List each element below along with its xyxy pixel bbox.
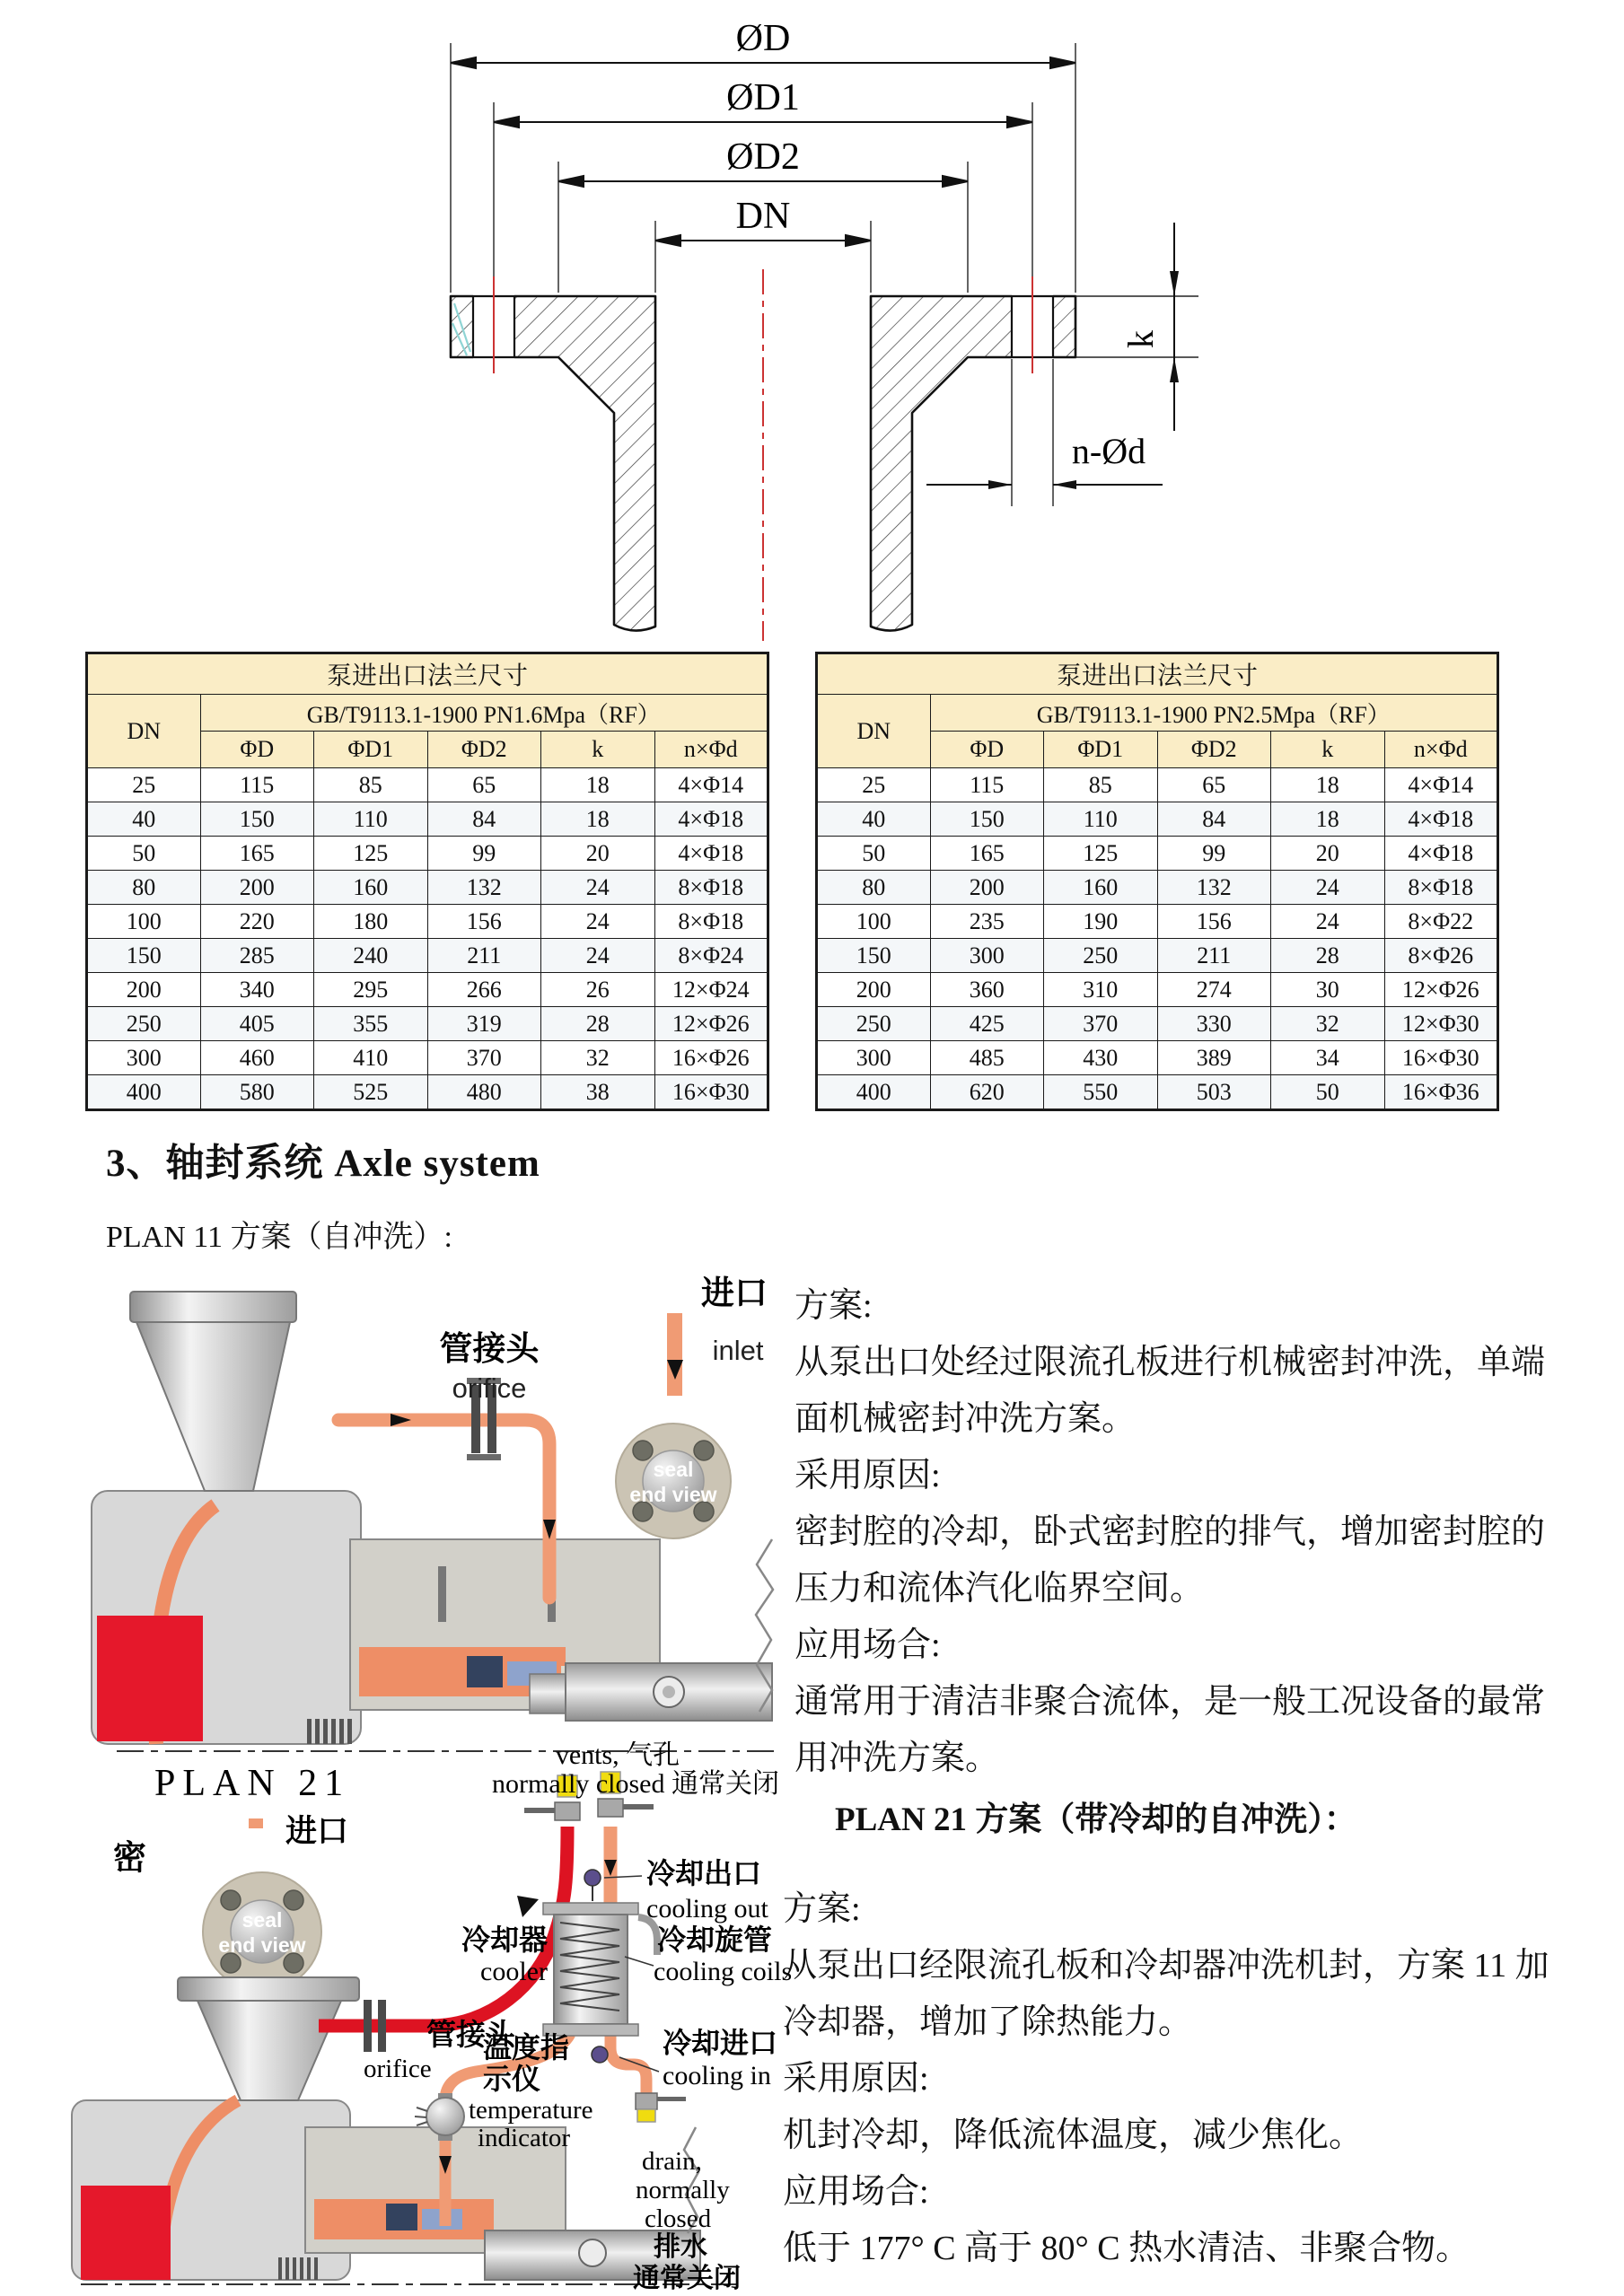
- text-line: 从泵出口处经过限流孔板进行机械密封冲洗，单端: [794, 1344, 1546, 1381]
- text-line: 方案:: [794, 1287, 873, 1325]
- table-cell: 80: [817, 871, 931, 905]
- table-cell: 28: [1271, 939, 1385, 973]
- plan21-description: [783, 1881, 1618, 2277]
- suction-flange: [130, 1292, 296, 1322]
- drain-label-1: drain,: [642, 2147, 702, 2176]
- table-row: [817, 905, 1498, 939]
- table-title-row: [87, 653, 768, 695]
- table-cell: 99: [427, 837, 541, 871]
- table-cell: 240: [314, 939, 428, 973]
- table-row: [817, 973, 1498, 1007]
- table-cell: 84: [1157, 802, 1271, 837]
- cooling-in-label-en: cooling in: [663, 2061, 771, 2090]
- dim-label-k: k: [1120, 330, 1161, 348]
- table-cell: 85: [1044, 768, 1158, 802]
- table-cell: k: [541, 732, 655, 768]
- pump-red-cavity: [81, 2186, 171, 2280]
- drain-label-cn1: 排水: [654, 2232, 707, 2262]
- inlet-legend-swatch: [249, 1818, 263, 1828]
- table-cell: 24: [1271, 905, 1385, 939]
- table-cell: 16×Φ30: [1384, 1041, 1498, 1075]
- dim-label-od2: ØD2: [726, 136, 800, 178]
- table-cell: 355: [314, 1007, 428, 1041]
- flange-table-pn16-container: [85, 652, 769, 1111]
- table-cell: 150: [200, 802, 314, 837]
- table-cell: 150: [87, 939, 201, 973]
- valve-handle: [524, 1808, 555, 1813]
- table-cell: 300: [87, 1041, 201, 1075]
- table-cell: n×Φd: [1384, 732, 1498, 768]
- table-cell: 8×Φ18: [654, 905, 768, 939]
- table-cell: 165: [930, 837, 1044, 871]
- table-cell: 220: [200, 905, 314, 939]
- table-cell: 400: [87, 1075, 201, 1110]
- svg-text:end view: end view: [629, 1483, 717, 1506]
- plan21-figure: [54, 1741, 799, 2296]
- table-row: [87, 802, 768, 837]
- table-row: [87, 905, 768, 939]
- temp-label-cn2: 示仪: [483, 2063, 541, 2095]
- seal-partial-label: 密: [113, 1839, 146, 1876]
- table-cell: 211: [427, 939, 541, 973]
- table-cell: 266: [427, 973, 541, 1007]
- text-line: 面机械密封冲洗方案。: [794, 1400, 1137, 1438]
- table-cell: 50: [817, 837, 931, 871]
- table-cell: GB/T9113.1-1900 PN1.6Mpa（RF）: [200, 695, 768, 732]
- cooler-label-en: cooler: [480, 1957, 548, 1986]
- table-cell: 32: [1271, 1007, 1385, 1041]
- table-cell: 26: [541, 973, 655, 1007]
- table-cell: 16×Φ26: [654, 1041, 768, 1075]
- table-cell: 80: [87, 871, 201, 905]
- table-cell: 340: [200, 973, 314, 1007]
- table-cell: 28: [541, 1007, 655, 1041]
- table-cell: 12×Φ30: [1384, 1007, 1498, 1041]
- svg-text:normally closed 通常关闭: normally closed 通常关闭: [492, 1769, 779, 1799]
- table-cell: 319: [427, 1007, 541, 1041]
- text-line: 压力和流体汽化临界空间。: [794, 1570, 1205, 1608]
- table-cell: 425: [930, 1007, 1044, 1041]
- table-cell: 30: [1271, 973, 1385, 1007]
- seal-end-view: [616, 1424, 731, 1538]
- table-cell: 156: [427, 905, 541, 939]
- table-cell: 18: [1271, 768, 1385, 802]
- table-cell: 200: [817, 973, 931, 1007]
- orifice-label-cn: 管接头: [426, 2020, 515, 2052]
- seal-end-view: [203, 1872, 321, 1991]
- table-cell: 580: [200, 1075, 314, 1110]
- table-cell: 160: [314, 871, 428, 905]
- text-line: 应用场合:: [794, 1626, 941, 1664]
- table-cell: 125: [1044, 837, 1158, 871]
- table-cell: 430: [1044, 1041, 1158, 1075]
- temp-label-en2: indicator: [478, 2124, 571, 2152]
- table-cell: 50: [87, 837, 201, 871]
- cooling-in-label-cn: 冷却进口: [663, 2027, 778, 2059]
- n-od-dimension: [926, 359, 1163, 506]
- table-cell: 115: [200, 768, 314, 802]
- table-cell: 150: [930, 802, 1044, 837]
- table-cell: 156: [1157, 905, 1271, 939]
- text-line: 机封冷却，降低流体温度，减少焦化。: [783, 2116, 1364, 2154]
- table-cell: 18: [541, 768, 655, 802]
- text-line: 采用原因:: [794, 1457, 941, 1494]
- text-line: 应用场合:: [783, 2173, 929, 2211]
- table-row: [87, 939, 768, 973]
- flange-dimension-table: [815, 652, 1499, 1111]
- table-cell: 12×Φ26: [1384, 973, 1498, 1007]
- table-cell: 24: [541, 871, 655, 905]
- table-row: [817, 939, 1498, 973]
- table-cell: 370: [427, 1041, 541, 1075]
- plan11-title: PLAN 11 方案（自冲洗）:: [106, 1221, 452, 1254]
- table-cell: 150: [817, 939, 931, 973]
- table-cell: 132: [427, 871, 541, 905]
- table-cell: 32: [541, 1041, 655, 1075]
- table-cell: 160: [1044, 871, 1158, 905]
- table-cell: 8×Φ18: [1384, 871, 1498, 905]
- table-cell: 125: [314, 837, 428, 871]
- flange-technical-drawing: [359, 7, 1311, 644]
- table-cell: 4×Φ18: [1384, 837, 1498, 871]
- temp-label-cn1: 温度指: [483, 2031, 570, 2064]
- svg-text:end view: end view: [218, 1933, 306, 1957]
- table-cell: 4×Φ18: [654, 837, 768, 871]
- inlet-legend-label: 进口: [285, 1814, 349, 1849]
- table-cell: 100: [817, 905, 931, 939]
- table-row: [87, 973, 768, 1007]
- drain-label-2: normally: [636, 2176, 730, 2204]
- section-heading: 3、轴封系统 Axle system: [106, 1143, 540, 1185]
- table-cell: 50: [1271, 1075, 1385, 1110]
- text-line: 方案:: [783, 1890, 861, 1928]
- table-cell: 200: [930, 871, 1044, 905]
- table-cell: 460: [200, 1041, 314, 1075]
- table-cell: 250: [1044, 939, 1158, 973]
- flange-table-pn25-container: [815, 652, 1499, 1111]
- table-cell: 285: [200, 939, 314, 973]
- table-row: [817, 1075, 1498, 1110]
- drain-label-cn2: 通常关闭: [633, 2264, 741, 2293]
- dim-label-od: ØD: [735, 18, 791, 59]
- table-cell: 8×Φ24: [654, 939, 768, 973]
- table-row: [87, 1075, 768, 1110]
- text-line: 采用原因:: [783, 2060, 929, 2098]
- dim-label-od1: ØD1: [726, 77, 800, 118]
- dim-label-dn: DN: [735, 196, 791, 237]
- table-row: [87, 837, 768, 871]
- table-cell: 503: [1157, 1075, 1271, 1110]
- coils-label-en: cooling coils: [654, 1957, 793, 1986]
- table-cell: 310: [1044, 973, 1158, 1007]
- table-cell: 525: [314, 1075, 428, 1110]
- cooling-in-valve: [592, 2046, 608, 2063]
- table-cell: 200: [200, 871, 314, 905]
- cooling-out-label-en: cooling out: [646, 1894, 768, 1924]
- table-cell: 12×Φ26: [654, 1007, 768, 1041]
- plan11-figure: [81, 1270, 799, 1759]
- table-cell: 180: [314, 905, 428, 939]
- table-cell: 18: [1271, 802, 1385, 837]
- temp-label-en1: temperature: [469, 2096, 593, 2125]
- table-cell: 25: [817, 768, 931, 802]
- table-cell: 370: [1044, 1007, 1158, 1041]
- table-cell: ΦD2: [427, 732, 541, 768]
- table-row: [817, 837, 1498, 871]
- plan21-heading: PLAN 21 方案（带冷却的自冲洗）：: [835, 1801, 1357, 1838]
- table-cell: 295: [314, 973, 428, 1007]
- table-cell: DN: [87, 695, 201, 768]
- cooling-out-label-cn: 冷却出口: [646, 1857, 762, 1889]
- table-cell: 65: [1157, 768, 1271, 802]
- table-cell: 85: [314, 768, 428, 802]
- table-cell: 24: [541, 939, 655, 973]
- k-dimension: [1075, 223, 1198, 431]
- pump-red-cavity: [97, 1616, 203, 1741]
- table-cell: 4×Φ14: [1384, 768, 1498, 802]
- inlet-label-en: inlet: [712, 1335, 764, 1366]
- table-cell: 20: [541, 837, 655, 871]
- suction-flange: [178, 1977, 359, 2001]
- table-cell: ΦD: [200, 732, 314, 768]
- table-cell: 485: [930, 1041, 1044, 1075]
- drain-valve: [636, 2093, 686, 2122]
- orifice-label-en: orifice: [364, 2055, 432, 2083]
- table-cell: ΦD2: [1157, 732, 1271, 768]
- table-cell: 泵进出口法兰尺寸: [817, 653, 1498, 695]
- table-row: [87, 1007, 768, 1041]
- table-cell: 40: [87, 802, 201, 837]
- table-cell: 190: [1044, 905, 1158, 939]
- table-cell: 34: [1271, 1041, 1385, 1075]
- seal-view-label: seal: [653, 1458, 694, 1481]
- table-row: [87, 871, 768, 905]
- table-cell: 25: [87, 768, 201, 802]
- table-cell: 40: [817, 802, 931, 837]
- vents-label: vents, 气孔: [555, 1741, 680, 1770]
- table-cell: k: [1271, 732, 1385, 768]
- text-line: 从泵出口经限流孔板和冷却器冲洗机封，方案 11 加: [783, 1947, 1549, 1985]
- table-cell: 250: [87, 1007, 201, 1041]
- table-cell: DN: [817, 695, 931, 768]
- table-cell: 300: [930, 939, 1044, 973]
- text-line: 密封腔的冷却，卧式密封腔的排气，增加密封腔的: [794, 1513, 1546, 1551]
- table-cell: 480: [427, 1075, 541, 1110]
- table-cell: n×Φd: [654, 732, 768, 768]
- table-cell: 84: [427, 802, 541, 837]
- table-cell: ΦD: [930, 732, 1044, 768]
- table-cell: 24: [1271, 871, 1385, 905]
- cooling-out-valve: [584, 1870, 601, 1886]
- table-cell: 16×Φ36: [1384, 1075, 1498, 1110]
- svg-text:seal: seal: [241, 1908, 283, 1932]
- coils-label-cn: 冷却旋管: [657, 1924, 773, 1956]
- flange-dimension-table: [85, 652, 769, 1111]
- table-cell: 8×Φ26: [1384, 939, 1498, 973]
- table-cell: 115: [930, 768, 1044, 802]
- table-cell: GB/T9113.1-1900 PN2.5Mpa（RF）: [930, 695, 1498, 732]
- table-cell: 65: [427, 768, 541, 802]
- text-line: 通常用于清洁非聚合流体，是一般工况设备的最常: [794, 1683, 1546, 1721]
- inlet-pipe: [667, 1313, 683, 1396]
- inlet-label-cn: 进口: [701, 1275, 768, 1311]
- table-cell: 389: [1157, 1041, 1271, 1075]
- orifice-label-cn: 管接头: [439, 1330, 540, 1367]
- table-cell: 18: [541, 802, 655, 837]
- table-cell: 211: [1157, 939, 1271, 973]
- table-cell: 410: [314, 1041, 428, 1075]
- table-title-row: [817, 653, 1498, 695]
- table-cell: 4×Φ14: [654, 768, 768, 802]
- table-cell: 16×Φ30: [654, 1075, 768, 1110]
- table-cell: ΦD1: [314, 732, 428, 768]
- table-cell: 274: [1157, 973, 1271, 1007]
- table-row: [817, 802, 1498, 837]
- table-row: [817, 1007, 1498, 1041]
- dim-label-n-od: n-Ød: [1071, 431, 1146, 471]
- table-cell: 泵进出口法兰尺寸: [87, 653, 768, 695]
- table-row: [817, 1041, 1498, 1075]
- bearing: [579, 2239, 606, 2266]
- cooler-label-cn: 冷却器: [461, 1924, 548, 1956]
- table-cell: 620: [930, 1075, 1044, 1110]
- valve-handle: [623, 1804, 654, 1810]
- table-cell: 200: [87, 973, 201, 1007]
- table-cell: 100: [87, 905, 201, 939]
- table-cell: 330: [1157, 1007, 1271, 1041]
- orifice-label-en: orifice: [452, 1372, 527, 1404]
- table-cell: 235: [930, 905, 1044, 939]
- table-cell: 250: [817, 1007, 931, 1041]
- plan11-description: [794, 1278, 1611, 1787]
- table-cell: 110: [1044, 802, 1158, 837]
- drain-label-3: closed: [645, 2204, 712, 2233]
- table-cell: 8×Φ22: [1384, 905, 1498, 939]
- table-cell: 405: [200, 1007, 314, 1041]
- table-cell: 4×Φ18: [1384, 802, 1498, 837]
- text-line: 用冲洗方案。: [794, 1740, 1000, 1777]
- table-cell: 24: [541, 905, 655, 939]
- text-line: 冷却器，增加了除热能力。: [783, 2003, 1193, 2041]
- table-cell: 4×Φ18: [654, 802, 768, 837]
- table-row: [817, 871, 1498, 905]
- table-cell: 12×Φ24: [654, 973, 768, 1007]
- table-cell: 38: [541, 1075, 655, 1110]
- table-cell: 165: [200, 837, 314, 871]
- table-cell: 8×Φ18: [654, 871, 768, 905]
- table-cell: 550: [1044, 1075, 1158, 1110]
- table-cell: 99: [1157, 837, 1271, 871]
- plan21-figure-label: PLAN 21: [154, 1763, 351, 1804]
- table-cell: 132: [1157, 871, 1271, 905]
- table-cell: 400: [817, 1075, 931, 1110]
- table-row: [817, 768, 1498, 802]
- table-cell: ΦD1: [1044, 732, 1158, 768]
- table-cell: 20: [1271, 837, 1385, 871]
- text-line: 低于 177° C 高于 80° C 热水清洁、非聚合物。: [783, 2230, 1470, 2267]
- table-row: [87, 768, 768, 802]
- table-cell: 360: [930, 973, 1044, 1007]
- table-row: [87, 1041, 768, 1075]
- table-cell: 110: [314, 802, 428, 837]
- table-cell: 300: [817, 1041, 931, 1075]
